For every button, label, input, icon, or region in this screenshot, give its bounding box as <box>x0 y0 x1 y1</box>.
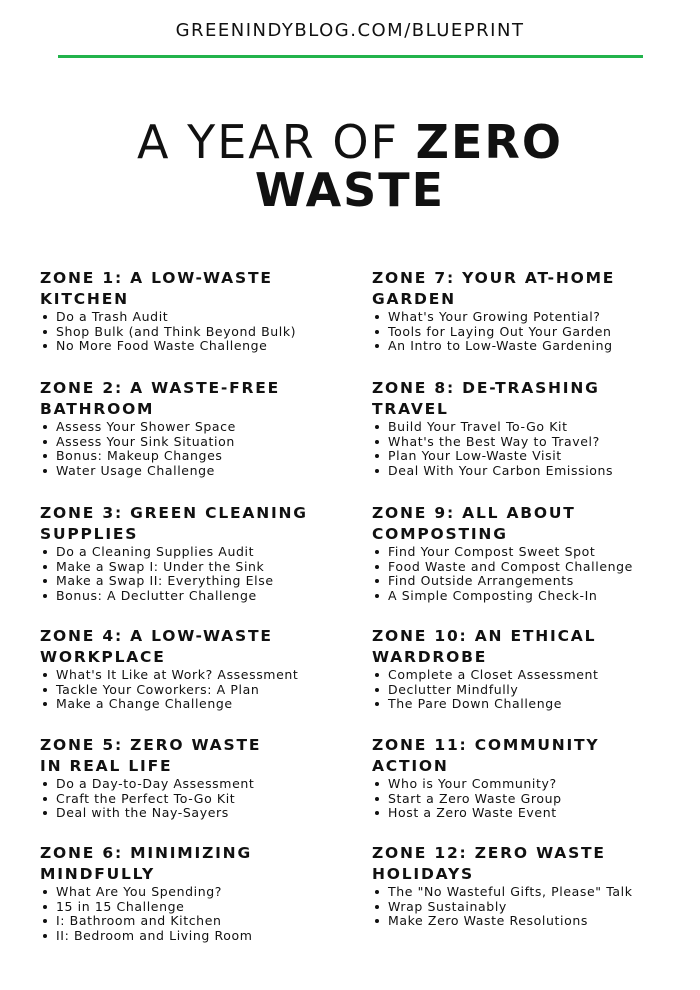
site-url: GREENINDYBLOG.COM/BLUEPRINT <box>175 20 525 41</box>
list-item: Do a Trash Audit <box>40 310 296 325</box>
zone-heading <box>372 268 615 310</box>
zone-heading <box>40 378 280 420</box>
list-item: Make a Swap I: Under the Sink <box>40 560 308 575</box>
title-light: A YEAR OF <box>137 115 400 169</box>
list-item: Find Your Compost Sweet Spot <box>372 545 633 560</box>
zone-item-list <box>40 885 253 943</box>
list-item: What Are You Spending? <box>40 885 253 900</box>
zone-item-list <box>40 668 298 712</box>
zone-9 <box>372 503 633 603</box>
list-item: Declutter Mindfully <box>372 683 599 698</box>
zone-heading <box>40 843 253 885</box>
zone-heading-line-1: ZONE 5: ZERO WASTE <box>40 736 262 754</box>
list-item: Complete a Closet Assessment <box>372 668 599 683</box>
zone-12 <box>372 843 633 929</box>
list-item: The Pare Down Challenge <box>372 697 599 712</box>
zone-item-list <box>372 545 633 603</box>
zone-heading <box>372 735 599 777</box>
list-item: Bonus: Makeup Changes <box>40 449 280 464</box>
zone-item-list <box>372 420 613 478</box>
zone-heading-line-1: ZONE 12: ZERO WASTE <box>372 844 606 862</box>
list-item: Who is Your Community? <box>372 777 599 792</box>
zone-heading-line-2: IN REAL LIFE <box>40 757 173 775</box>
list-item: Bonus: A Declutter Challenge <box>40 589 308 604</box>
list-item: What's It Like at Work? Assessment <box>40 668 298 683</box>
zone-8 <box>372 378 613 478</box>
zone-item-list <box>40 545 308 603</box>
list-item: Deal With Your Carbon Emissions <box>372 464 613 479</box>
list-item: Tackle Your Coworkers: A Plan <box>40 683 298 698</box>
zone-heading <box>372 503 633 545</box>
zone-10 <box>372 626 599 712</box>
list-item: No More Food Waste Challenge <box>40 339 296 354</box>
zone-item-list <box>372 668 599 712</box>
zone-heading-line-2: COMPOSTING <box>372 525 508 543</box>
list-item: Plan Your Low-Waste Visit <box>372 449 613 464</box>
zone-item-list <box>40 420 280 478</box>
zone-heading <box>372 378 613 420</box>
list-item: Start a Zero Waste Group <box>372 792 599 807</box>
list-item: Find Outside Arrangements <box>372 574 633 589</box>
zone-item-list <box>372 310 615 354</box>
zone-heading-line-1: ZONE 1: A LOW-WASTE <box>40 269 273 287</box>
list-item: A Simple Composting Check-In <box>372 589 633 604</box>
zone-item-list <box>372 777 599 821</box>
zone-heading-line-2: MINDFULLY <box>40 865 155 883</box>
zone-heading-line-1: ZONE 10: AN ETHICAL <box>372 627 597 645</box>
zone-5 <box>40 735 261 821</box>
list-item: Build Your Travel To-Go Kit <box>372 420 613 435</box>
list-item: Make a Swap II: Everything Else <box>40 574 308 589</box>
zone-heading <box>40 503 308 545</box>
list-item: Make a Change Challenge <box>40 697 298 712</box>
list-item: Assess Your Sink Situation <box>40 435 280 450</box>
zone-heading-line-2: HOLIDAYS <box>372 865 474 883</box>
zone-heading-line-2: SUPPLIES <box>40 525 139 543</box>
zone-heading-line-1: ZONE 8: DE-TRASHING <box>372 379 600 397</box>
list-item: Craft the Perfect To-Go Kit <box>40 792 261 807</box>
zone-heading-line-2: ACTION <box>372 757 449 775</box>
zone-heading <box>372 626 599 668</box>
list-item: Shop Bulk (and Think Beyond Bulk) <box>40 325 296 340</box>
zone-item-list <box>372 885 633 929</box>
zone-heading <box>40 735 261 777</box>
page-title <box>0 115 700 217</box>
zone-heading-line-1: ZONE 11: COMMUNITY <box>372 736 600 754</box>
list-item: Host a Zero Waste Event <box>372 806 599 821</box>
list-item: Do a Day-to-Day Assessment <box>40 777 261 792</box>
zone-heading <box>372 843 633 885</box>
zone-6 <box>40 843 253 943</box>
header-divider <box>58 55 643 58</box>
zone-3 <box>40 503 308 603</box>
zone-heading-line-1: ZONE 2: A WASTE-FREE <box>40 379 280 397</box>
zone-2 <box>40 378 280 478</box>
list-item: Food Waste and Compost Challenge <box>372 560 633 575</box>
zone-heading-line-2: TRAVEL <box>372 400 449 418</box>
zone-heading-line-2: BATHROOM <box>40 400 155 418</box>
zone-heading-line-1: ZONE 6: MINIMIZING <box>40 844 252 862</box>
list-item: Make Zero Waste Resolutions <box>372 914 633 929</box>
zone-7 <box>372 268 615 354</box>
zone-heading-line-1: ZONE 9: ALL ABOUT <box>372 504 576 522</box>
zone-item-list <box>40 310 296 354</box>
zone-1 <box>40 268 296 354</box>
list-item: What's the Best Way to Travel? <box>372 435 613 450</box>
list-item: What's Your Growing Potential? <box>372 310 615 325</box>
zone-heading-line-1: ZONE 4: A LOW-WASTE <box>40 627 273 645</box>
zone-heading-line-1: ZONE 3: GREEN CLEANING <box>40 504 308 522</box>
zone-4 <box>40 626 298 712</box>
list-item: Assess Your Shower Space <box>40 420 280 435</box>
list-item: II: Bedroom and Living Room <box>40 929 253 944</box>
zone-heading-line-2: WARDROBE <box>372 648 488 666</box>
list-item: Deal with the Nay-Sayers <box>40 806 261 821</box>
zone-heading-line-2: KITCHEN <box>40 290 129 308</box>
list-item: Water Usage Challenge <box>40 464 280 479</box>
list-item: Wrap Sustainably <box>372 900 633 915</box>
list-item: Do a Cleaning Supplies Audit <box>40 545 308 560</box>
title-bold-1: ZERO <box>415 115 563 169</box>
title-bold-2: WASTE <box>254 163 446 217</box>
zone-heading-line-2: WORKPLACE <box>40 648 166 666</box>
zone-heading <box>40 268 296 310</box>
zone-11 <box>372 735 599 821</box>
zone-heading-line-2: GARDEN <box>372 290 456 308</box>
list-item: 15 in 15 Challenge <box>40 900 253 915</box>
list-item: Tools for Laying Out Your Garden <box>372 325 615 340</box>
zone-heading-line-1: ZONE 7: YOUR AT-HOME <box>372 269 616 287</box>
list-item: An Intro to Low-Waste Gardening <box>372 339 615 354</box>
zone-heading <box>40 626 298 668</box>
zone-item-list <box>40 777 261 821</box>
list-item: I: Bathroom and Kitchen <box>40 914 253 929</box>
list-item: The "No Wasteful Gifts, Please" Talk <box>372 885 633 900</box>
